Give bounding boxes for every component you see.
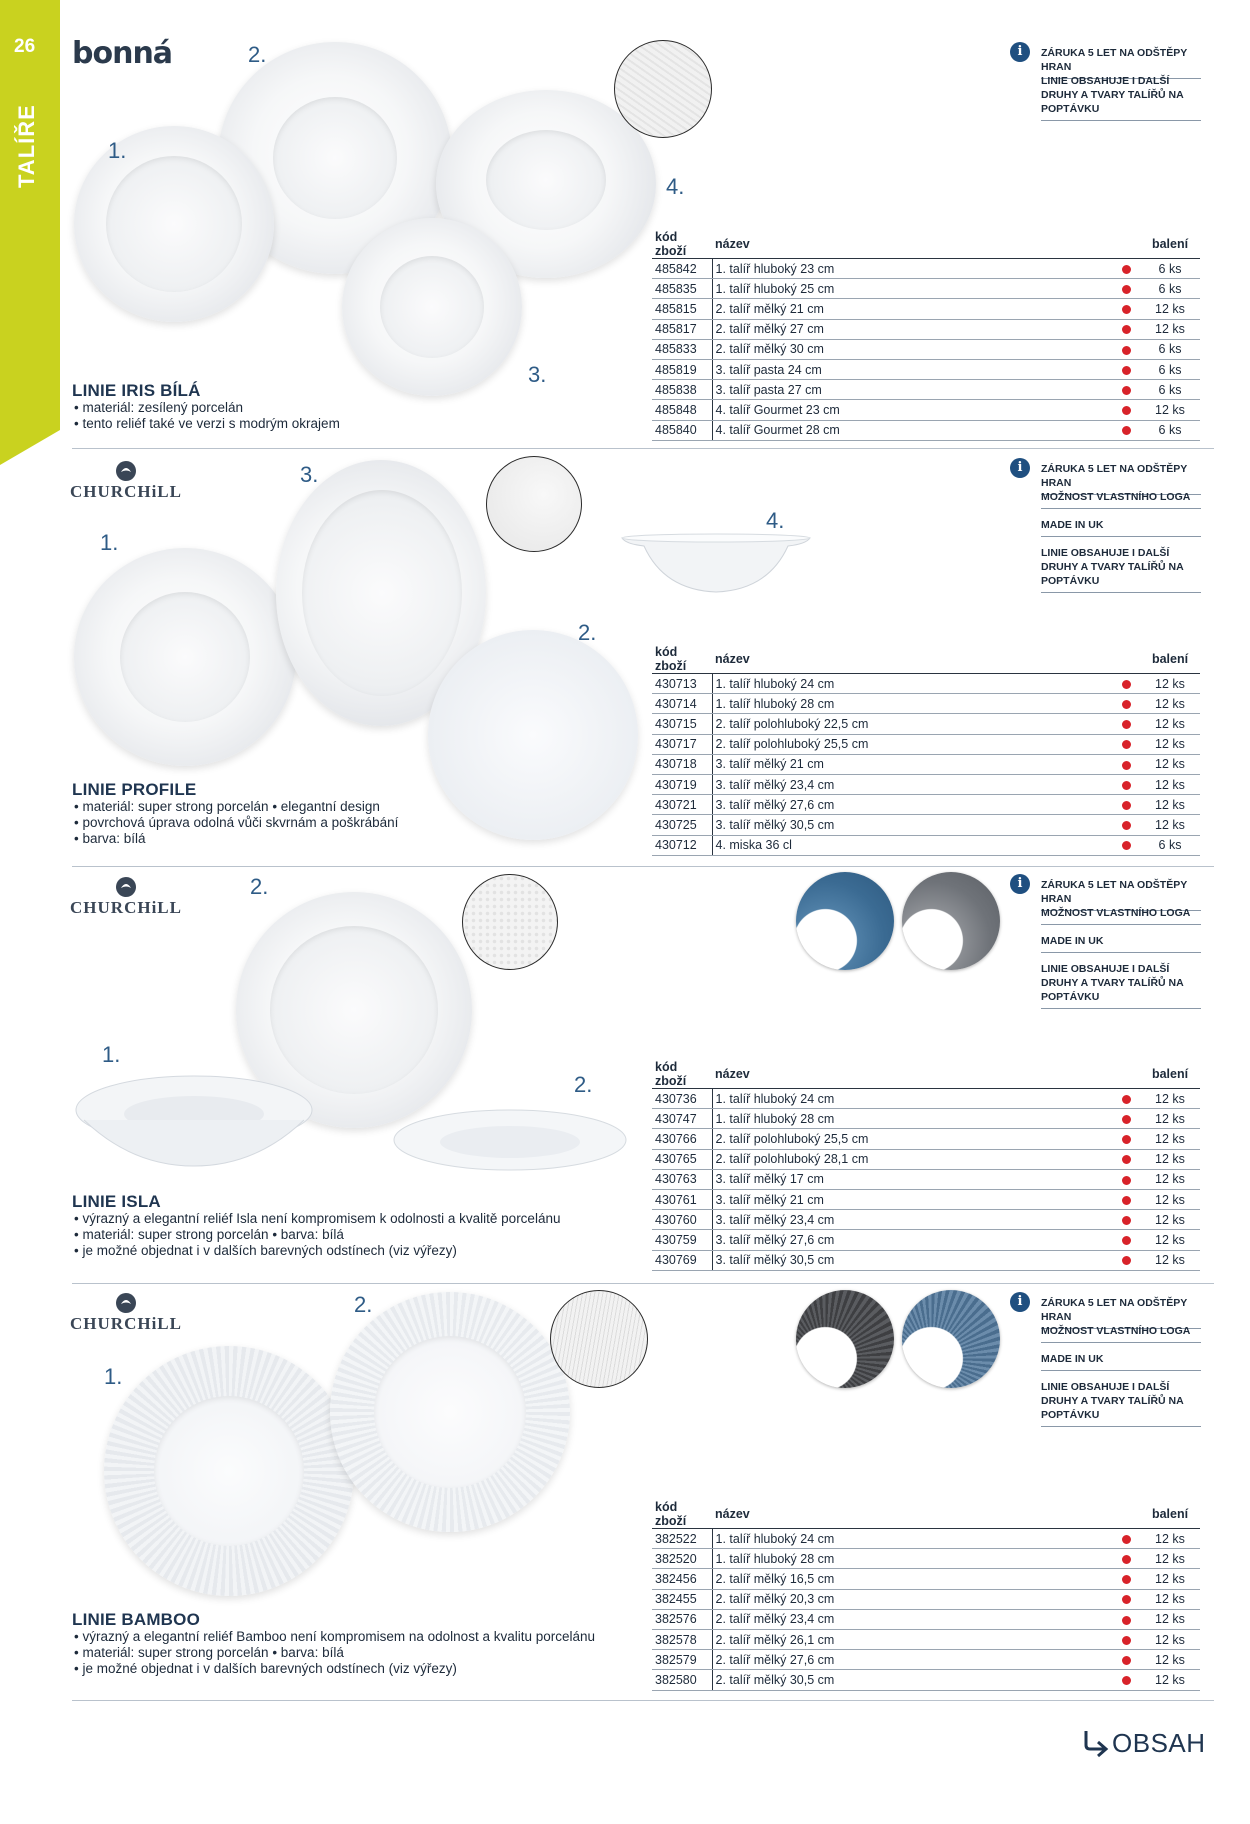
- page-number: 26: [14, 36, 36, 57]
- item-label: 2.: [574, 1072, 593, 1097]
- table-row: 430736 1. talíř hluboký 24 cm 12 ks: [652, 1089, 1200, 1109]
- table-row: 382576 2. talíř mělký 23,4 cm 12 ks: [652, 1609, 1200, 1629]
- info-line: LINIE OBSAHUJE I DALŠÍ DRUHY A TVARY TALÍŘŮ NA POPTÁVKU: [1041, 74, 1201, 121]
- line-bullet: • barva: bílá: [74, 831, 146, 846]
- table-row: 430715 2. talíř polohluboký 22,5 cm 12 ks: [652, 714, 1200, 734]
- header-name: název: [712, 230, 1112, 259]
- availability-dot: [1122, 761, 1131, 770]
- table-row: 485817 2. talíř mělký 27 cm 12 ks: [652, 319, 1200, 339]
- info-icon: i: [1010, 42, 1030, 62]
- line-title: LINIE BAMBOO: [72, 1610, 201, 1629]
- churchill-logo: CHURCHiLL: [66, 460, 186, 502]
- availability-dot: [1122, 346, 1131, 355]
- info-line: MOŽNOST VLASTNÍHO LOGA: [1041, 1324, 1201, 1343]
- table-row: 430769 3. talíř mělký 30,5 cm 12 ks: [652, 1250, 1200, 1270]
- info-line: ZÁRUKA 5 LET NA ODŠTĚPY HRAN: [1041, 1296, 1201, 1329]
- churchill-logo: CHURCHiLL: [66, 1292, 186, 1334]
- color-swatch-grey: [902, 872, 1000, 970]
- table-row: 430717 2. talíř polohluboký 25,5 cm 12 ks: [652, 734, 1200, 754]
- availability-dot: [1122, 1676, 1131, 1685]
- line-bullet: • povrchová úprava odolná vůči skvrnám a poškrábání: [74, 815, 399, 830]
- item-label: 1.: [102, 1042, 121, 1067]
- info-line: ZÁRUKA 5 LET NA ODŠTĚPY HRAN: [1041, 46, 1201, 79]
- plate-image: [104, 1346, 354, 1596]
- table-row: 485819 3. talíř pasta 24 cm 6 ks: [652, 359, 1200, 379]
- table-row: 430766 2. talíř polohluboký 25,5 cm 12 ks: [652, 1129, 1200, 1149]
- line-bullet: • tento reliéf také ve verzi s modrým okrajem: [74, 416, 340, 431]
- contents-link[interactable]: [1080, 1726, 1206, 1760]
- header-name: název: [712, 1060, 1112, 1089]
- table-row: 430712 4. miska 36 cl 6 ks: [652, 835, 1200, 855]
- header-code: kód zboží: [652, 230, 712, 259]
- availability-dot: [1122, 1155, 1131, 1164]
- plate-image: [342, 218, 522, 396]
- item-label: 4.: [666, 174, 685, 199]
- plate-image: [428, 630, 638, 840]
- line-bullet: • materiál: zesílený porcelán: [74, 400, 244, 415]
- header-code: kód zboží: [652, 1060, 712, 1089]
- item-label: 2.: [250, 874, 269, 899]
- header-pack: balení: [1140, 1500, 1200, 1529]
- availability-dot: [1122, 781, 1131, 790]
- table-row: 485840 4. talíř Gourmet 28 cm 6 ks: [652, 420, 1200, 440]
- table-row: 430721 3. talíř mělký 27,6 cm 12 ks: [652, 795, 1200, 815]
- availability-dot: [1122, 801, 1131, 810]
- plate-image: [330, 1292, 570, 1532]
- availability-dot: [1122, 720, 1131, 729]
- item-label: 3.: [300, 462, 319, 487]
- table-row: 485842 1. talíř hluboký 23 cm 6 ks: [652, 259, 1200, 279]
- header-name: název: [712, 645, 1112, 674]
- product-table: [652, 230, 1200, 441]
- table-row: 382580 2. talíř mělký 30,5 cm 12 ks: [652, 1670, 1200, 1690]
- availability-dot: [1122, 285, 1131, 294]
- table-row: 485838 3. talíř pasta 27 cm 6 ks: [652, 380, 1200, 400]
- info-line: LINIE OBSAHUJE I DALŠÍ DRUHY A TVARY TALÍŘŮ NA POPTÁVKU: [1041, 1380, 1201, 1427]
- item-label: 3.: [528, 362, 547, 387]
- table-row: 430718 3. talíř mělký 21 cm 12 ks: [652, 754, 1200, 774]
- section-divider: [72, 1700, 1214, 1701]
- availability-dot: [1122, 1176, 1131, 1185]
- product-table: [652, 1500, 1200, 1691]
- line-title: LINIE PROFILE: [72, 780, 197, 799]
- table-row: 430725 3. talíř mělký 30,5 cm 12 ks: [652, 815, 1200, 835]
- availability-dot: [1122, 1256, 1131, 1265]
- info-line: MOŽNOST VLASTNÍHO LOGA: [1041, 490, 1201, 509]
- availability-dot: [1122, 740, 1131, 749]
- table-row: 485848 4. talíř Gourmet 23 cm 12 ks: [652, 400, 1200, 420]
- table-row: 485835 1. talíř hluboký 25 cm 6 ks: [652, 279, 1200, 299]
- table-row: 430747 1. talíř hluboký 28 cm 12 ks: [652, 1109, 1200, 1129]
- table-row: 430761 3. talíř mělký 21 cm 12 ks: [652, 1189, 1200, 1209]
- line-bullet: • výrazný a elegantní reliéf Bamboo není kompromisem na odolnost a kvalitu porcelánu: [74, 1629, 596, 1644]
- plate-image: [74, 126, 274, 322]
- table-row: 430759 3. talíř mělký 27,6 cm 12 ks: [652, 1230, 1200, 1250]
- section-divider: [72, 1283, 1214, 1284]
- availability-dot: [1122, 1555, 1131, 1564]
- bowl-image: [72, 1070, 316, 1170]
- availability-dot: [1122, 1135, 1131, 1144]
- color-swatch-black: [796, 1290, 894, 1388]
- info-line: MADE IN UK: [1041, 1352, 1201, 1371]
- availability-dot: [1122, 1656, 1131, 1665]
- item-label: 4.: [766, 508, 785, 533]
- availability-dot: [1122, 1616, 1131, 1625]
- line-bullet: • materiál: super strong porcelán • barva: bílá: [74, 1645, 344, 1660]
- plate-side-image: [390, 1106, 630, 1182]
- availability-dot: [1122, 1636, 1131, 1645]
- line-bullet: • je možné objednat i v dalších barevných odstínech (viz výřezy): [74, 1661, 457, 1676]
- line-bullet: • výrazný a elegantní reliéf Isla není kompromisem k odolnosti a kvalitě porcelánu: [74, 1211, 561, 1226]
- availability-dot: [1122, 406, 1131, 415]
- availability-dot: [1122, 1535, 1131, 1544]
- item-label: 2.: [354, 1292, 373, 1317]
- item-label: 1.: [104, 1364, 123, 1389]
- availability-dot: [1122, 700, 1131, 709]
- availability-dot: [1122, 265, 1131, 274]
- table-row: 430714 1. talíř hluboký 28 cm 12 ks: [652, 694, 1200, 714]
- table-row: 382578 2. talíř mělký 26,1 cm 12 ks: [652, 1629, 1200, 1649]
- line-bullet: • je možné objednat i v dalších barevných odstínech (viz výřezy): [74, 1243, 457, 1258]
- info-line: ZÁRUKA 5 LET NA ODŠTĚPY HRAN: [1041, 462, 1201, 495]
- info-line: LINIE OBSAHUJE I DALŠÍ DRUHY A TVARY TALÍŘŮ NA POPTÁVKU: [1041, 546, 1201, 593]
- header-name: název: [712, 1500, 1112, 1529]
- line-title: LINIE ISLA: [72, 1192, 161, 1211]
- item-label: 2.: [248, 42, 267, 67]
- side-tab: [0, 0, 60, 465]
- table-row: 382456 2. talíř mělký 16,5 cm 12 ks: [652, 1569, 1200, 1589]
- header-pack: balení: [1140, 230, 1200, 259]
- side-category-label: TALÍŘE: [14, 104, 39, 188]
- table-row: 382522 1. talíř hluboký 24 cm 12 ks: [652, 1529, 1200, 1549]
- availability-dot: [1122, 305, 1131, 314]
- availability-dot: [1122, 680, 1131, 689]
- table-row: 430763 3. talíř mělký 17 cm 12 ks: [652, 1169, 1200, 1189]
- churchill-logo: CHURCHiLL: [66, 876, 186, 918]
- item-label: 2.: [578, 620, 597, 645]
- availability-dot: [1122, 1595, 1131, 1604]
- availability-dot: [1122, 1115, 1131, 1124]
- table-row: 485815 2. talíř mělký 21 cm 12 ks: [652, 299, 1200, 319]
- info-icon: i: [1010, 458, 1030, 478]
- table-row: 382520 1. talíř hluboký 28 cm 12 ks: [652, 1549, 1200, 1569]
- availability-dot: [1122, 1575, 1131, 1584]
- detail-zoom-circle: [550, 1290, 648, 1388]
- detail-zoom-circle: [486, 456, 582, 552]
- table-row: 382455 2. talíř mělký 20,3 cm 12 ks: [652, 1589, 1200, 1609]
- info-line: MADE IN UK: [1041, 934, 1201, 953]
- product-table: [652, 1060, 1200, 1271]
- arrow-down-right-icon: [1080, 1727, 1112, 1759]
- table-row: 430765 2. talíř polohluboký 28,1 cm 12 ks: [652, 1149, 1200, 1169]
- bowl-image: [618, 532, 814, 596]
- table-row: 430760 3. talíř mělký 23,4 cm 12 ks: [652, 1210, 1200, 1230]
- line-bullet: • materiál: super strong porcelán • barva: bílá: [74, 1227, 344, 1242]
- info-line: MOŽNOST VLASTNÍHO LOGA: [1041, 906, 1201, 925]
- color-swatch-blue: [902, 1290, 1000, 1388]
- info-icon: i: [1010, 874, 1030, 894]
- header-pack: balení: [1140, 1060, 1200, 1089]
- item-label: 1.: [100, 530, 119, 555]
- availability-dot: [1122, 841, 1131, 850]
- color-swatch-blue: [796, 872, 894, 970]
- table-row: 430719 3. talíř mělký 23,4 cm 12 ks: [652, 774, 1200, 794]
- header-code: kód zboží: [652, 1500, 712, 1529]
- availability-dot: [1122, 325, 1131, 334]
- line-bullet: • materiál: super strong porcelán • elegantní design: [74, 799, 380, 814]
- info-line: ZÁRUKA 5 LET NA ODŠTĚPY HRAN: [1041, 878, 1201, 911]
- info-line: LINIE OBSAHUJE I DALŠÍ DRUHY A TVARY TALÍŘŮ NA POPTÁVKU: [1041, 962, 1201, 1009]
- contents-link-label: OBSAH: [1112, 1727, 1206, 1758]
- header-pack: balení: [1140, 645, 1200, 674]
- availability-dot: [1122, 426, 1131, 435]
- header-code: kód zboží: [652, 645, 712, 674]
- table-row: 430713 1. talíř hluboký 24 cm 12 ks: [652, 674, 1200, 694]
- table-row: 485833 2. talíř mělký 30 cm 6 ks: [652, 339, 1200, 359]
- section-divider: [72, 866, 1214, 867]
- bonna-logo: bonná: [72, 36, 173, 71]
- availability-dot: [1122, 366, 1131, 375]
- availability-dot: [1122, 1236, 1131, 1245]
- item-label: 1.: [108, 138, 127, 163]
- info-line: MADE IN UK: [1041, 518, 1201, 537]
- availability-dot: [1122, 821, 1131, 830]
- line-title: LINIE IRIS BÍLÁ: [72, 381, 201, 400]
- detail-zoom-circle: [614, 40, 712, 138]
- detail-zoom-circle: [462, 874, 558, 970]
- info-icon: i: [1010, 1292, 1030, 1312]
- availability-dot: [1122, 386, 1131, 395]
- product-table: [652, 645, 1200, 856]
- plate-image: [74, 548, 296, 766]
- availability-dot: [1122, 1095, 1131, 1104]
- section-divider: [72, 448, 1214, 449]
- table-row: 382579 2. talíř mělký 27,6 cm 12 ks: [652, 1650, 1200, 1670]
- availability-dot: [1122, 1216, 1131, 1225]
- availability-dot: [1122, 1196, 1131, 1205]
